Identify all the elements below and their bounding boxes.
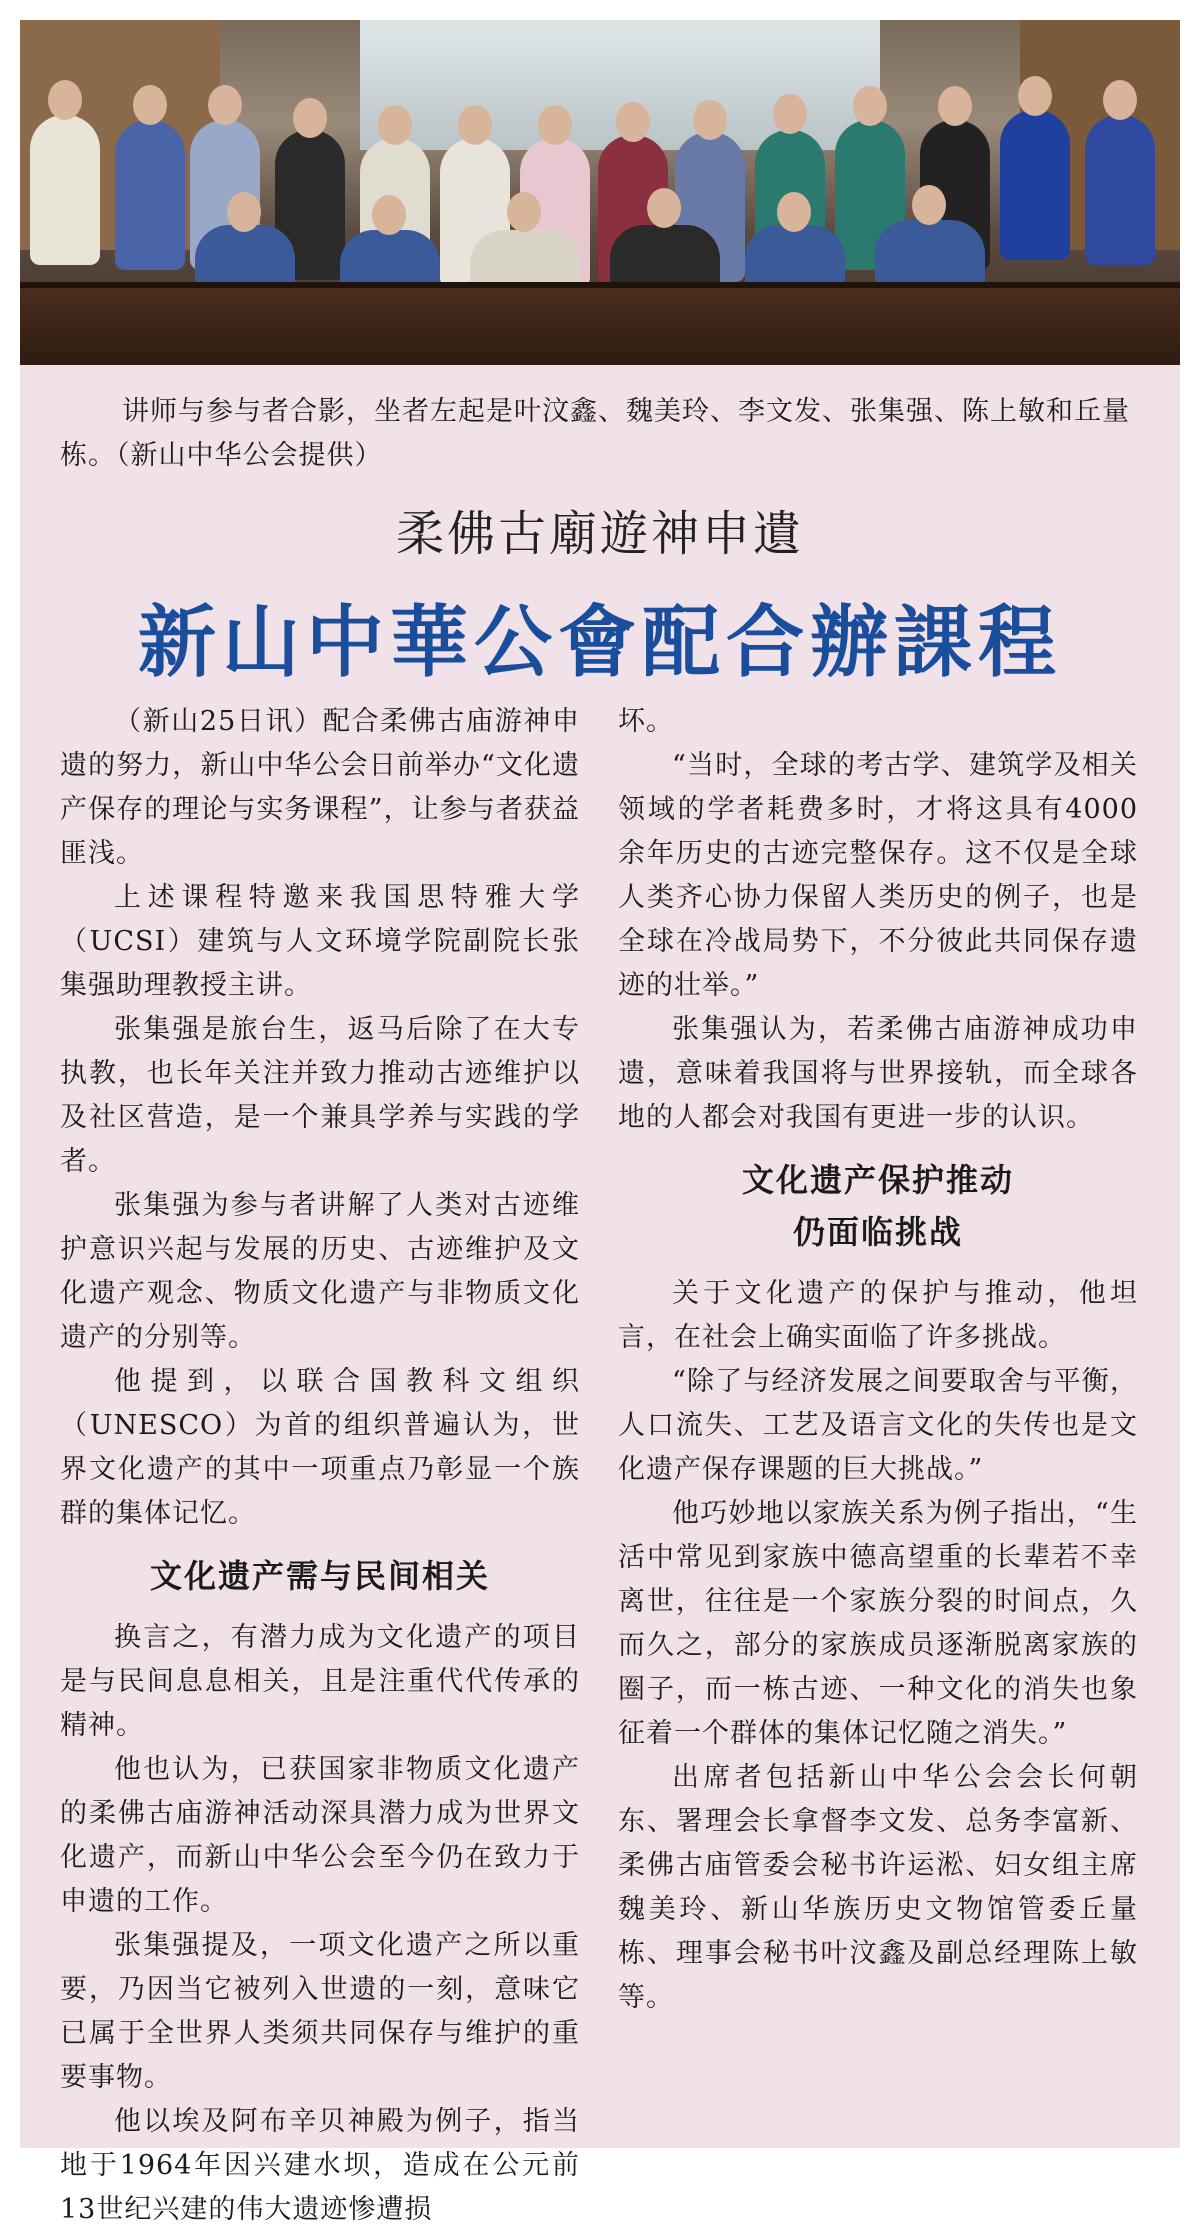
person-head bbox=[693, 100, 727, 140]
person-head bbox=[912, 185, 946, 225]
conference-table bbox=[20, 282, 1180, 365]
photo-caption: 讲师与参与者合影，坐者左起是叶汶鑫、魏美玲、李文发、张集强、陈上敏和丘量栋。（新山中华公会提供） bbox=[60, 396, 1130, 471]
main-headline: 新山中華公會配合辦課程 bbox=[137, 598, 1062, 688]
subheading: 文化遗产需与民间相关 bbox=[149, 1557, 490, 1595]
person-head bbox=[227, 192, 261, 232]
person-head bbox=[372, 195, 406, 235]
person-head bbox=[208, 85, 242, 125]
paragraph: （新山25日讯）配合柔佛古庙游神申遗的努力，新山中华公会日前举办“文化遗产保存的理论与实务课程”，让参与者获益匪浅。 bbox=[60, 706, 580, 869]
paragraph: 他也认为，已获国家非物质文化遗产的柔佛古庙游神活动深具潜力成为世界文化遗产，而新山中华公会至今仍在致力于申遗的工作。 bbox=[60, 1754, 580, 1917]
newspaper-clipping bbox=[20, 20, 1180, 2225]
person-head bbox=[1103, 80, 1137, 120]
paragraph: “当时，全球的考古学、建筑学及相关领域的学者耗费多时，才将这具有4000余年历史的古迹完整保存。这不仅是全球人类齐心协力保留人类历史的例子，也是全球在冷战局势下，不分彼此共同保存遗迹的壮举。” bbox=[618, 750, 1138, 1001]
paragraph: “除了与经济发展之间要取舍与平衡，人口流失、工艺及语言文化的失传也是文化遗产保存课题的巨大挑战。” bbox=[618, 1366, 1138, 1485]
person-head bbox=[293, 98, 327, 138]
person bbox=[1000, 110, 1070, 260]
left-column bbox=[60, 700, 580, 2232]
person-head bbox=[938, 86, 972, 126]
person-head bbox=[853, 86, 887, 126]
paragraph: 张集强是旅台生，返马后除了在大专执教，也长年关注并致力推动古迹维护以及社区营造，是一个兼具学养与实践的学者。 bbox=[60, 1014, 580, 1177]
person-head bbox=[1018, 76, 1052, 116]
paragraph: 张集强提及，一项文化遗产之所以重要，乃因当它被列入世遗的一刻，意味它已属于全世界人类须共同保存与维护的重要事物。 bbox=[60, 1930, 580, 2093]
person-head bbox=[538, 105, 572, 145]
paragraph-continued: 坏。 bbox=[618, 706, 674, 737]
paragraph: 上述课程特邀来我国思特雅大学（UCSI）建筑与人文环境学院副院长张集强助理教授主讲。 bbox=[60, 882, 580, 1001]
person-head bbox=[616, 102, 650, 142]
paragraph: 他以埃及阿布辛贝神殿为例子，指当地于1964年因兴建水坝，造成在公元前13世纪兴建的伟大遗迹惨遭损 bbox=[60, 2106, 580, 2225]
kicker-headline: 柔佛古廟遊神申遺 bbox=[395, 506, 804, 562]
person-head bbox=[773, 94, 807, 134]
subheading-line2: 仍面临挑战 bbox=[792, 1213, 963, 1251]
person bbox=[30, 115, 100, 265]
person-head bbox=[458, 105, 492, 145]
paragraph: 换言之，有潜力成为文化遗产的项目是与民间息息相关，且是注重代代传承的精神。 bbox=[60, 1622, 580, 1741]
paragraph: 张集强认为，若柔佛古庙游神成功申遗，意味着我国将与世界接轨，而全球各地的人都会对我国有更进一步的认识。 bbox=[618, 1014, 1138, 1133]
person-head bbox=[647, 188, 681, 228]
paragraph: 关于文化遗产的保护与推动，他坦言，在社会上确实面临了许多挑战。 bbox=[618, 1278, 1138, 1353]
person-head bbox=[378, 105, 412, 145]
person bbox=[1085, 115, 1155, 265]
paragraph: 张集强为参与者讲解了人类对古迹维护意识兴起与发展的历史、古迹维护及文化遗产观念、物质文化遗产与非物质文化遗产的分别等。 bbox=[60, 1190, 580, 1353]
paragraph: 出席者包括新山中华公会会长何朝东、署理会长拿督李文发、总务李富新、柔佛古庙管委会秘书许运淞、妇女组主席魏美玲、新山华族历史文物馆管委丘量栋、理事会秘书叶汶鑫及副总经理陈上敏等。 bbox=[618, 1762, 1138, 2013]
person-head bbox=[133, 85, 167, 125]
person bbox=[115, 120, 185, 270]
person-head bbox=[777, 192, 811, 232]
group-photo bbox=[20, 20, 1180, 365]
subheading-line1: 文化遗产保护推动 bbox=[741, 1161, 1014, 1199]
paragraph: 他巧妙地以家族关系为例子指出，“生活中常见到家族中德高望重的长辈若不幸离世，往往是一个家族分裂的时间点，久而久之，部分的家族成员逐渐脱离家族的圈子，而一栋古迹、一种文化的消失也象征着一个群体的集体记忆随之消失。” bbox=[618, 1498, 1138, 1749]
right-column bbox=[618, 700, 1138, 2020]
person-head bbox=[507, 192, 541, 232]
paragraph: 他提到，以联合国教科文组织（UNESCO）为首的组织普遍认为，世界文化遗产的其中一项重点乃彰显一个族群的集体记忆。 bbox=[60, 1366, 580, 1529]
person-head bbox=[48, 80, 82, 120]
